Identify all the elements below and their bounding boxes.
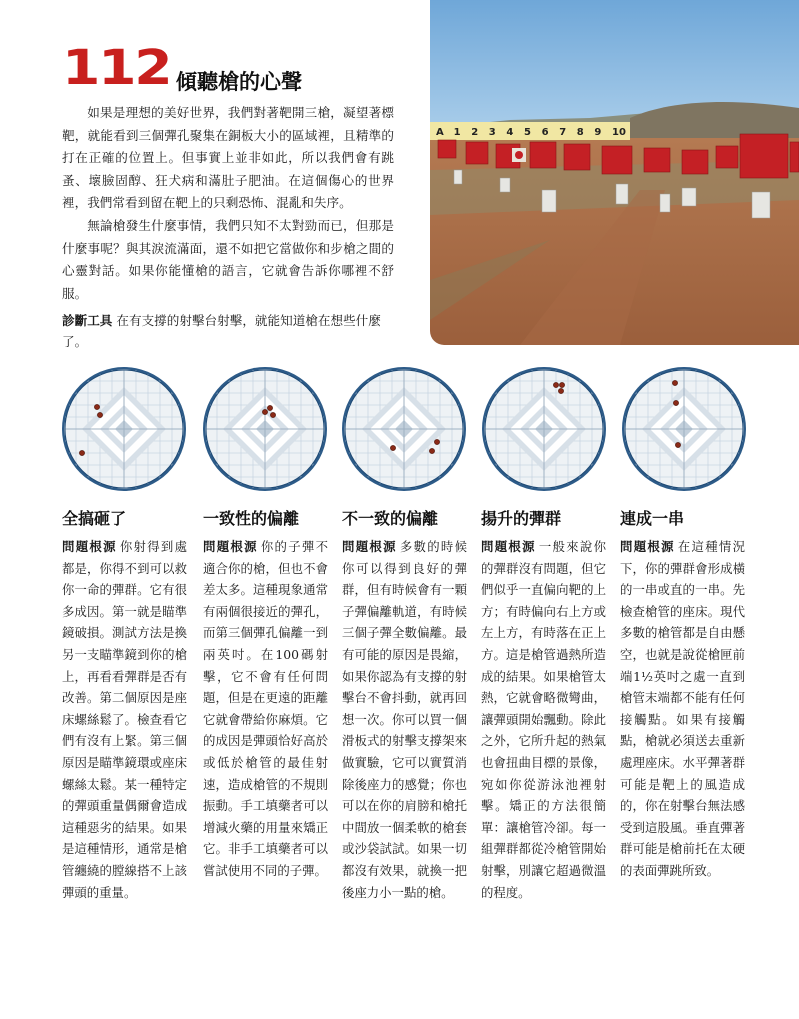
target-number-label: 10 <box>612 127 626 138</box>
column-body <box>203 536 328 882</box>
group-targets <box>60 365 760 495</box>
target-number-label: 3 <box>488 127 496 138</box>
diagnosis-tool <box>62 310 394 352</box>
column-title: 不一致的偏離 <box>342 509 439 528</box>
cause-text: 在這種情況下，你的彈群會形成橫的一串或直的一串。先檢查槍管的座床。現代多數的槍管都是自由懸空，也就是說從槍匣前端1½英吋之處一直到槍管末端都不能有任何接觸點。如果有接觸點，槍就必須送去重新處理座床。水平彈著群可能是靶上的風造成的，你在射擊台無法感受到這股風。垂直彈著群可能是槍前托在太硬的表面彈跳所致。 <box>620 539 746 878</box>
column-inconsistent-flyer <box>342 508 467 903</box>
bullet-hole <box>672 380 677 385</box>
cause-text: 一般來說你的彈群沒有問題，但它們似乎一直偏向靶的上方；有時偏向右上方或左上方，有時落在正上方。這是槍管過熱所造成的結果。如果槍管太熱，它就會略微彎曲，讓彈頭開始飄動。除此之外，它所升起的熱氣也會扭曲目標的景像，宛如你從游泳池裡射擊。矯正的方法很簡單：讓槍管冷卻。每一組彈群都從冷槍管開始射擊，別讓它超過微溫的程度。 <box>481 539 607 900</box>
target-number-label: 9 <box>594 127 602 138</box>
cause-text: 你射得到處都是，你得不到可以救你一命的彈群。它有很多成因。第一就是瞄準鏡破損。測試方法是換另一支瞄準鏡到你的槍上，再看看彈群是否有改善。第二個原因是座床螺絲鬆了。檢查看它們有沒有上緊。第三個原因是瞄準鏡環或座床螺絲太鬆。某一種特定的彈頭重量偶爾會造成這種惡劣的結果。如果是這種情形，通常是槍管纏繞的膛線搭不上該彈頭的重量。 <box>62 539 188 900</box>
target-stringing <box>620 365 748 493</box>
target-climbing-group <box>480 365 608 493</box>
bullet-hole <box>559 382 564 387</box>
intro-paragraph-1: 如果是理想的美好世界，我們對著靶開三槍，凝望著標靶，就能看到三個彈孔聚集在銅板大小的區域裡，且精準的打在正確的位置上。但事實上並非如此，所以我們會有跳蚤、壞臉固醇、狂犬病和滿肚子肥油。在這個傷心的世界裡，我們常看到留在靶上的只剩恐怖、混亂和失序。 <box>62 105 394 211</box>
target-number-label: 7 <box>559 127 567 138</box>
cause-label: 問題根源 <box>481 539 536 554</box>
bullet-hole <box>97 412 102 417</box>
reticle-target-graphic <box>620 365 748 493</box>
column-body <box>620 536 745 882</box>
column-consistent-flyer <box>203 508 328 882</box>
target-consistent-flyer <box>201 365 329 493</box>
column-title: 一致性的偏離 <box>203 509 300 528</box>
reticle-target-graphic <box>480 365 608 493</box>
column-shotgun-pattern <box>62 508 187 903</box>
bullet-hole <box>79 450 84 455</box>
reticle-target-graphic <box>201 365 329 493</box>
target-inconsistent-flyer <box>340 365 468 493</box>
bullet-hole <box>558 388 563 393</box>
reticle-target-graphic <box>340 365 468 493</box>
intro-text <box>62 102 394 305</box>
column-body <box>62 536 187 903</box>
cause-text: 你的子彈不適合你的槍，但也不會差太多。這種現象通常有兩個很接近的彈孔，而第三個彈孔偏離一到兩英吋。在100碼射擊，它不會有任何問題，但是在更遠的距離它就會帶給你麻煩。它的成因是彈頭恰好高於或低於槍管的最佳射速，造成槍管的不規則振動。手工填藥者可以增減火藥的用量來矯正它。非手工填藥者可以嘗試使用不同的子彈。 <box>203 539 329 878</box>
target-number-label: 8 <box>576 127 584 138</box>
target-shotgun-pattern <box>60 365 188 493</box>
bullet-hole <box>673 400 678 405</box>
column-stringing <box>620 508 745 882</box>
bullet-hole <box>262 409 267 414</box>
bullet-hole <box>553 382 558 387</box>
bullet-hole <box>267 405 272 410</box>
diagnosis-label: 診斷工具 <box>62 313 113 328</box>
reticle-target-graphic <box>60 365 188 493</box>
intro-paragraph-2: 無論槍發生什麼事情，我們只知不太對勁而已，但那是什麼事呢？與其淚流滿面，還不如把它當做你和步槍之間的心靈對話。如果你能懂槍的語言，它就會告訴你哪裡不舒服。 <box>62 217 394 301</box>
bullet-hole <box>270 412 275 417</box>
bullet-hole <box>429 448 434 453</box>
tip-title: 傾聽槍的心聲 <box>176 70 302 94</box>
column-title: 連成一串 <box>620 509 685 528</box>
diagnosis-text: 在有支撐的射擊台射擊，就能知道槍在想些什麼了。 <box>62 313 381 349</box>
bullet-hole <box>94 404 99 409</box>
target-number-label: 5 <box>524 127 531 138</box>
bullet-hole <box>390 445 395 450</box>
cause-label: 問題根源 <box>620 539 675 554</box>
cause-label: 問題根源 <box>62 539 117 554</box>
target-number-label: 4 <box>506 127 514 138</box>
shooting-range-photo <box>430 0 799 345</box>
tip-number: 112 <box>62 40 171 96</box>
target-number-label: 6 <box>541 127 549 138</box>
cause-label: 問題根源 <box>342 539 397 554</box>
cause-text: 多數的時候你可以得到良好的彈群，但有時候會有一顆子彈偏離軌道，有時候三個子彈全數偏離。最有可能的原因是畏縮，如果你認為有支撐的射擊台不會抖動，就再回想一次。你可以買一個滑板式的射擊支撐架來做實驗，它可以實質消除後座力的感覺；你也可以在你的肩膀和槍托中間放一個柔軟的槍套或沙袋試試。如果一切都沒有效果，就換一把後座力小一點的槍。 <box>342 539 468 900</box>
column-title: 揚升的彈群 <box>481 509 562 528</box>
column-body <box>481 536 606 903</box>
cause-label: 問題根源 <box>203 539 258 554</box>
target-number-label: 1 <box>453 127 461 138</box>
bullet-hole <box>675 442 680 447</box>
column-title: 全搞砸了 <box>62 509 127 528</box>
target-number-label: A <box>436 127 444 138</box>
column-body <box>342 536 467 903</box>
target-number-label: 2 <box>471 127 479 138</box>
bullet-hole <box>434 439 439 444</box>
column-climbing-group <box>481 508 606 903</box>
